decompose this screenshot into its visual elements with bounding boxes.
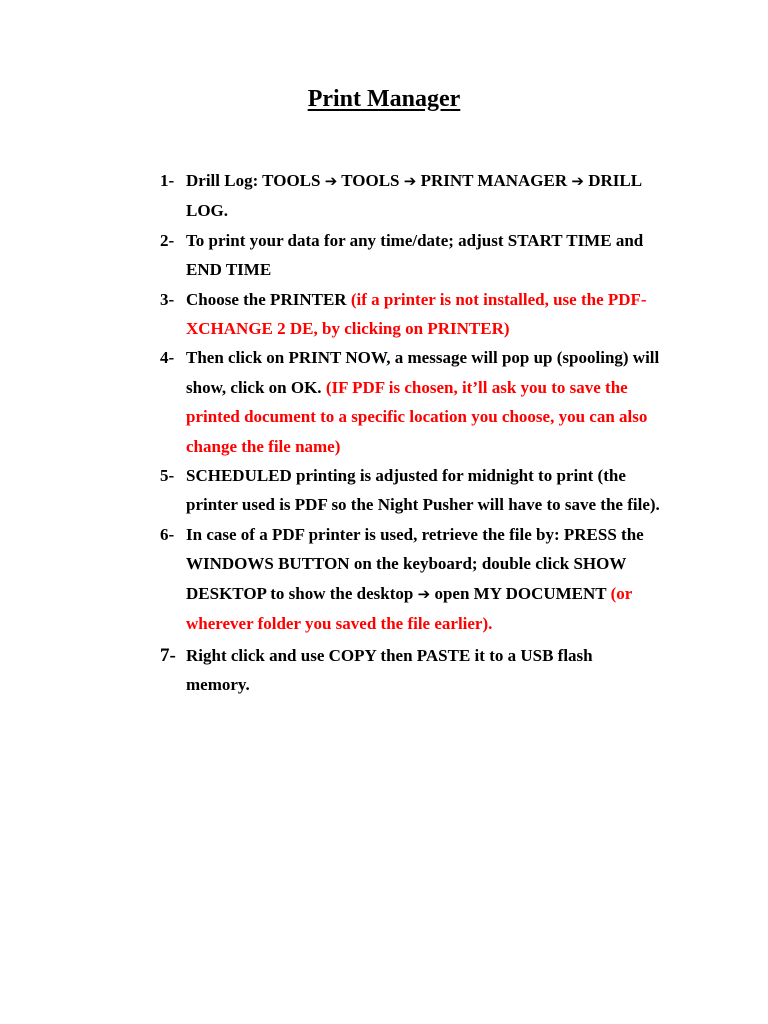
step-text: To print your data for any time/date; adjust START TIME and END TIME	[186, 230, 644, 280]
arrow-right-icon: ➔	[417, 584, 431, 603]
step-text-part: In case of a PDF printer is used, retrieve the file by: PRESS the WINDOWS BUTTON on the keyboard; double click SHOW DESKTOP to show the desktop	[186, 524, 644, 603]
page-title-text: Print Manager	[307, 86, 461, 112]
step-number: 1-	[160, 171, 175, 190]
instruction-step-3	[160, 285, 660, 344]
instruction-step-4	[160, 343, 660, 461]
step-red-note: (IF PDF is chosen, it’ll ask you to save the printed document to a specific location you choose, you can also change the file name)	[186, 377, 648, 456]
instruction-step-2	[160, 226, 660, 285]
instruction-list	[160, 166, 660, 699]
step-number: 7-	[160, 644, 176, 666]
arrow-right-icon: ➔	[403, 172, 417, 190]
instruction-step-5	[160, 461, 660, 520]
step-text-part: TOOLS	[337, 171, 404, 190]
step-number: 2-	[160, 230, 175, 250]
step-red-note: (or wherever folder you saved the file earlier).	[186, 583, 632, 634]
arrow-right-icon: ➔	[324, 172, 338, 190]
step-text-part: DRILL LOG.	[186, 171, 642, 221]
step-number: 4-	[160, 348, 175, 368]
step-text-part: Drill Log: TOOLS	[186, 171, 325, 190]
step-red-note: (if a printer is not installed, use the PDF-XCHANGE 2 DE, by clicking on PRINTER)	[186, 289, 647, 339]
instruction-step-6	[160, 520, 660, 639]
step-text-part: PRINT MANAGER	[416, 171, 572, 190]
step-number: 6-	[160, 524, 175, 544]
step-text: Right click and use COPY then PASTE it to a USB flash memory.	[186, 645, 593, 694]
step-text-part: open MY DOCUMENT	[430, 583, 611, 603]
step-number: 5-	[160, 466, 175, 486]
step-number: 3-	[160, 289, 175, 309]
page-title	[0, 86, 768, 113]
step-text: SCHEDULED printing is adjusted for midnight to print (the printer used is PDF so the Night Pusher will have to save the file).	[186, 466, 660, 515]
step-text: Then click on PRINT NOW, a message will pop up (spooling) will show, click on OK.	[186, 348, 660, 397]
instruction-step-7	[160, 641, 660, 700]
instruction-step-1	[160, 166, 660, 226]
step-text: Choose the PRINTER	[186, 289, 351, 309]
arrow-right-icon: ➔	[571, 172, 584, 190]
